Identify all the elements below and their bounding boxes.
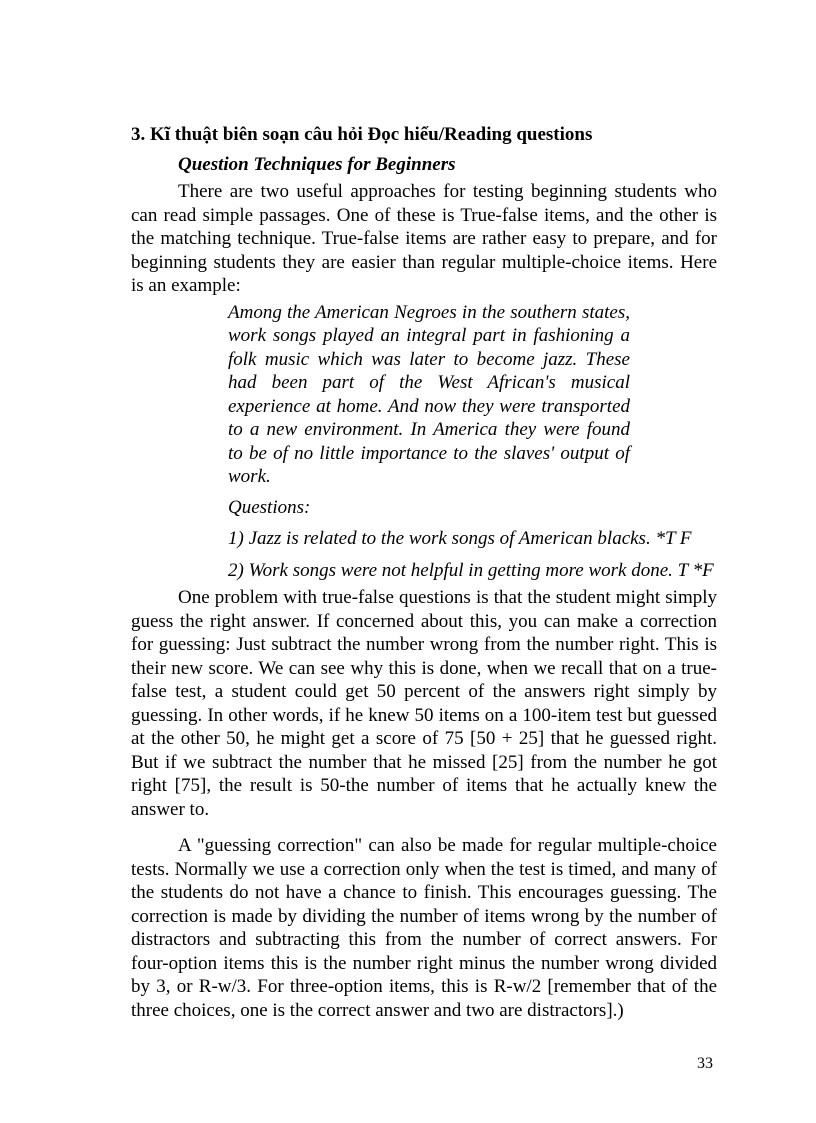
section-subheading: Question Techniques for Beginners bbox=[178, 154, 456, 175]
intro-paragraph: There are two useful approaches for testing beginning students who can read simple passages. One of these is True-false items, and the other is the matching technique. True-false items are rather easy to prepare, and for beginning students they are easier than regular multiple-choice items. Here is an example: bbox=[131, 181, 717, 296]
document-page bbox=[131, 122, 717, 1022]
example-question-2: 2) Work songs were not helpful in getting more work done. T *F bbox=[228, 559, 714, 581]
questions-label: Questions: bbox=[228, 496, 311, 518]
correction-paragraph: A "guessing correction" can also be made for regular multiple-choice tests. Normally we use a correction only when the test is timed, and many of the students do not have a chance to finish. This encourages guessing. The correction is made by dividing the number of items wrong by the number of distractors and subtracting this from the number of correct answers. For four-option items this is the number right minus the number wrong divided by 3, or R-w/3. For three-option items, this is R-w/2 [remember that of the three choices, one is the correct answer and two are distractors].) bbox=[131, 835, 717, 1021]
section-heading: 3. Kĩ thuật biên soạn câu hỏi Đọc hiểu/Reading questions bbox=[131, 124, 593, 145]
page-number: 33 bbox=[697, 1055, 713, 1072]
example-question-1: 1) Jazz is related to the work songs of American blacks. *T F bbox=[228, 528, 692, 549]
problem-paragraph: One problem with true-false questions is that the student might simply guess the right answer. If concerned about this, you can make a correction for guessing: Just subtract the number wrong from the number right. This is their new score. We can see why this is done, when we recall that on a true-false test, a student could get 50 percent of the answers right simply by guessing. In other words, if he knew 50 items on a 100-item test but guessed at the other 50, he might get a score of 75 [50 + 25] that he guessed right. But if we subtract the number that he missed [25] from the number he got right [75], the result is 50-the number of items that he actually knew the answer to. bbox=[131, 587, 717, 820]
example-passage: Among the American Negroes in the southern states, work songs played an integral part in fashioning a folk music which was later to become jazz. These had been part of the West African's musical experience at home. And now they were transported to a new environment. In America they were found to be of no little importance to the slaves' output of work. bbox=[228, 301, 630, 487]
